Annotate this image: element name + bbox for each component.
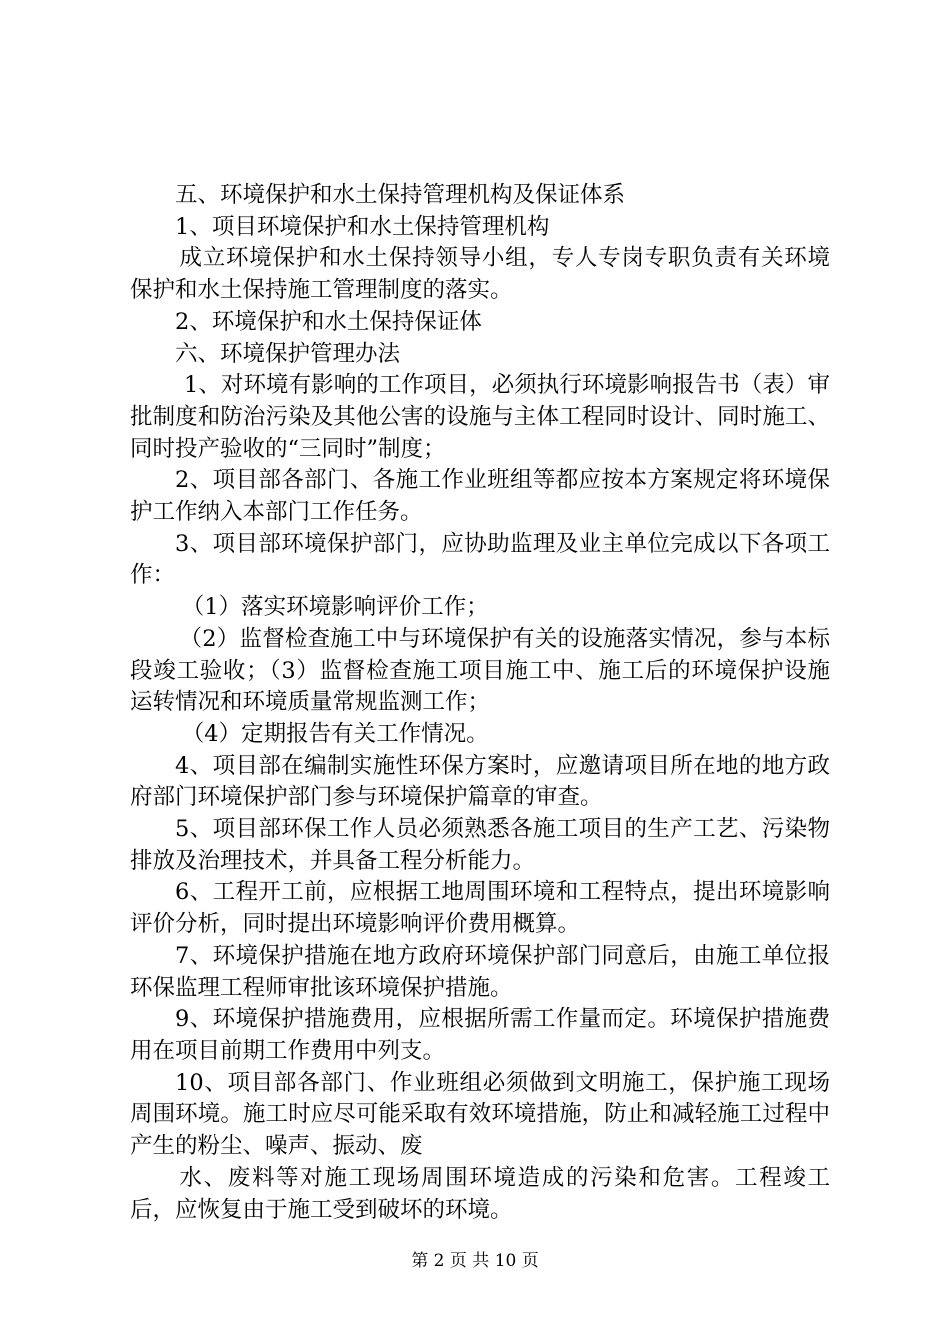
paragraph: 1、项目环境保护和水土保持管理机构 [175, 213, 550, 240]
paragraph: 水、废料等对施工现场周围环境造成的污染和危害。工程竣工后，应恢复由于施工受到破坏的环境。 [130, 1164, 830, 1223]
paragraph: 1、对环境有影响的工作项目，必须执行环境影响报告书（表）审批制度和防治污染及其他公害的设施与主体工程同时设计、同时施工、同时投产验收的“三同时”制度； [130, 372, 830, 462]
page-footer: 第 2 页 共 10 页 [411, 1251, 539, 1271]
paragraph: （4）定期报告有关工作情况。 [181, 720, 489, 747]
paragraph: 3、项目部环境保护部门，应协助监理及业主单位完成以下各项工作： [130, 530, 830, 589]
document-body [130, 180, 830, 1226]
paragraph: （2）监督检查施工中与环境保护有关的设施落实情况，参与本标段竣工验收；（3）监督检查施工项目施工中、施工后的环境保护设施运转情况和环境质量常规监测工作； [130, 625, 830, 716]
paragraph: 2、环境保护和水土保持保证体 [175, 308, 482, 335]
paragraph: 7、环境保护措施在地方政府环境保护部门同意后，由施工单位报环保监理工程师审批该环境保护措施。 [130, 942, 830, 1001]
paragraph: 2、项目部各部门、各施工作业班组等都应按本方案规定将环境保护工作纳入本部门工作任务。 [130, 467, 830, 526]
paragraph: 五、环境保护和水土保持管理机构及保证体系 [175, 182, 626, 208]
paragraph: 5、项目部环保工作人员必须熟悉各施工项目的生产工艺、污染物排放及治理技术，并具备工程分析能力。 [130, 816, 830, 874]
paragraph: （1）落实环境影响评价工作； [181, 594, 489, 621]
paragraph: 4、项目部在编制实施性环保方案时，应邀请项目所在地的地方政府部门环境保护部门参与环境保护篇章的审查。 [130, 752, 830, 811]
paragraph: 成立环境保护和水土保持领导小组，专人专岗专职负责有关环境保护和水土保持施工管理制度的落实。 [130, 245, 830, 304]
paragraph: 6、工程开工前，应根据工地周围环境和工程特点，提出环境影响评价分析，同时提出环境影响评价费用概算。 [130, 879, 830, 938]
paragraph: 六、环境保护管理办法 [175, 340, 401, 367]
paragraph: 9、环境保护措施费用，应根据所需工作量而定。环境保护措施费用在项目前期工作费用中列支。 [130, 1006, 830, 1064]
paragraph: 10、项目部各部门、作业班组必须做到文明施工，保护施工现场周围环境。施工时应尽可能采取有效环境措施，防止和减轻施工过程中产生的粉尘、噪声、振动、废 [130, 1069, 830, 1160]
